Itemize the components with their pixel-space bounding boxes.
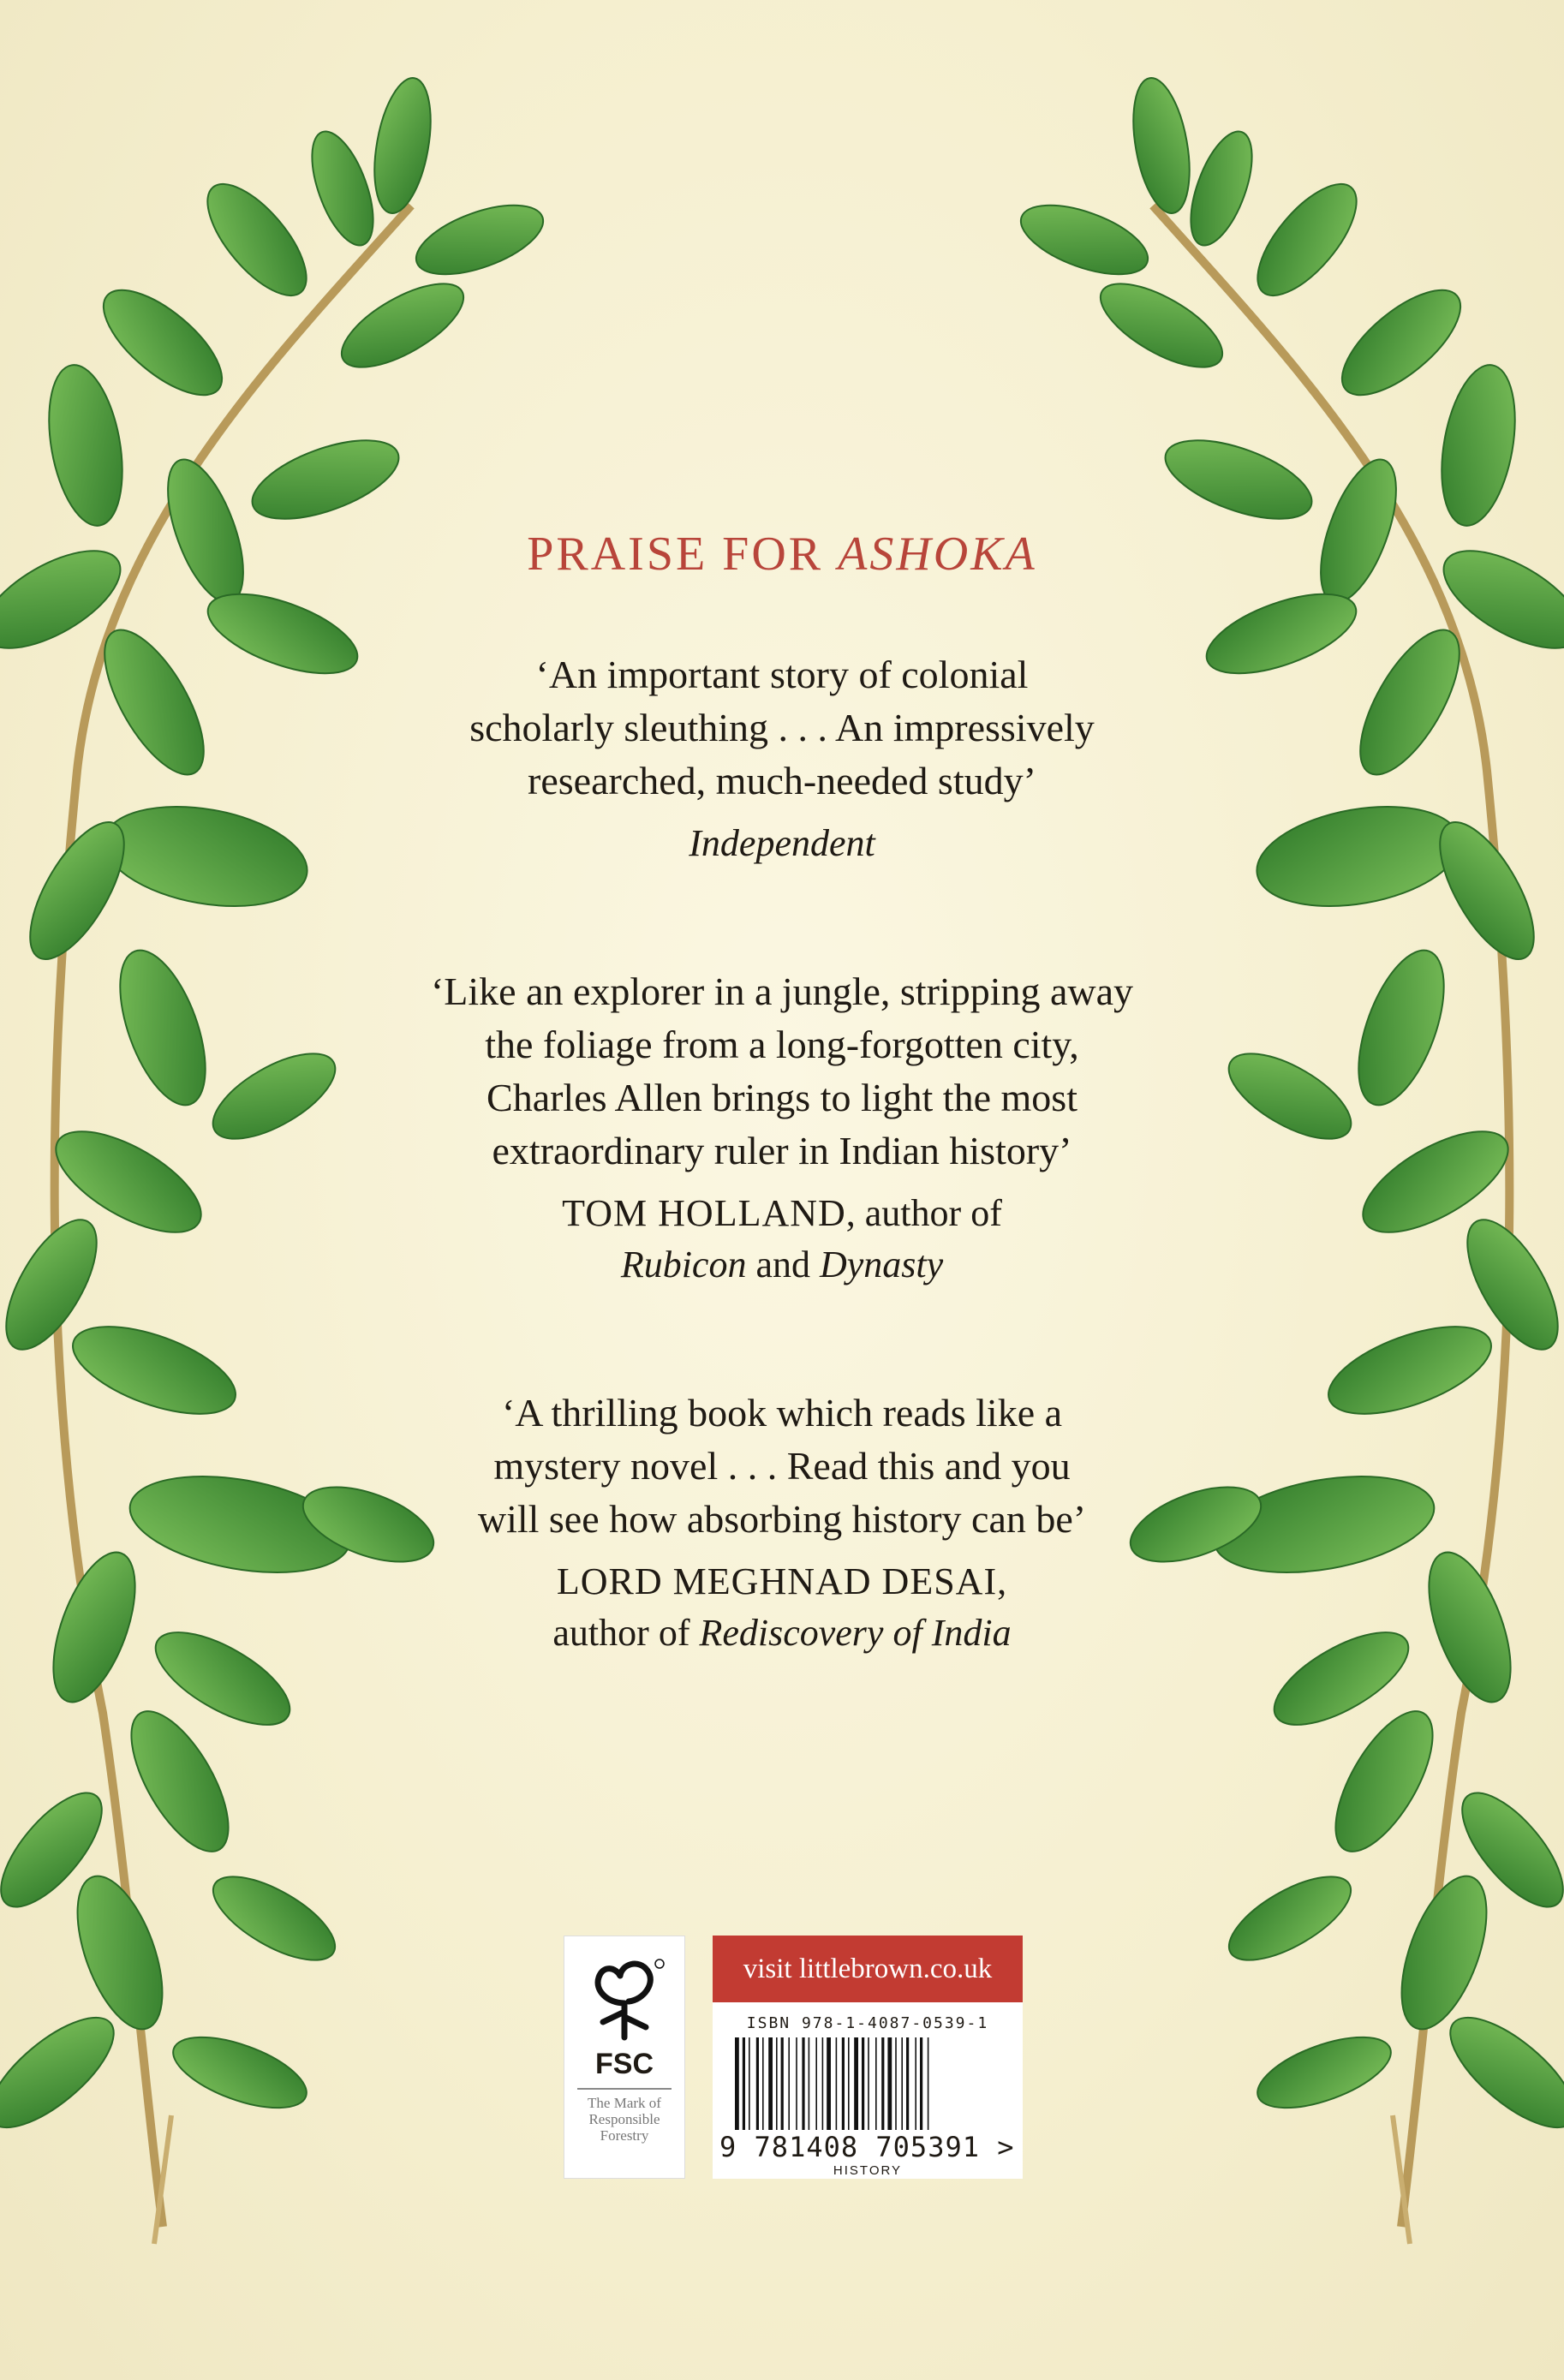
fsc-label: FSC (595, 2048, 654, 2080)
quote-text (377, 648, 1187, 808)
quote-block-3 (377, 1387, 1187, 1659)
source-work: Rediscovery of India (699, 1612, 1012, 1654)
quote-source (377, 818, 1187, 869)
source-work: Dynasty (819, 1244, 944, 1285)
quote-source (377, 1556, 1187, 1659)
praise-section (377, 527, 1187, 1755)
quote-source (377, 1188, 1187, 1291)
source-publication: Independent (689, 822, 875, 864)
quote-line: the foliage from a long-forgotten city, (485, 1023, 1079, 1066)
quote-line: ‘An important story of colonial (535, 653, 1029, 696)
fsc-tagline-line: Forestry (600, 2127, 649, 2144)
quote-text (377, 1387, 1187, 1546)
fsc-tree-icon (577, 1952, 672, 2046)
praise-heading (377, 527, 1187, 582)
source-author: LORD MEGHNAD DESAI, (556, 1560, 1008, 1602)
quote-line: mystery novel . . . Read this and you (493, 1444, 1071, 1488)
isbn-text: ISBN 978-1-4087-0539-1 (746, 2014, 989, 2032)
source-conjunction: and (746, 1244, 820, 1285)
fsc-tagline-line: Responsible (588, 2111, 660, 2127)
heading-prefix: PRAISE FOR (527, 528, 824, 581)
website-banner: visit littlebrown.co.uk (713, 1936, 1023, 2002)
quote-line: ‘Like an explorer in a jungle, stripping away (430, 969, 1134, 1013)
quote-line: scholarly sleuthing . . . An impressively (469, 706, 1095, 749)
quote-block-2 (377, 965, 1187, 1291)
barcode-panel (713, 1936, 1023, 2179)
fsc-tagline-line: The Mark of (588, 2095, 661, 2111)
source-role: author of (552, 1612, 700, 1654)
quote-line: Charles Allen brings to light the most (487, 1076, 1077, 1119)
quote-text (377, 965, 1187, 1178)
quote-line: extraordinary ruler in Indian history’ (492, 1129, 1072, 1172)
fsc-logo (564, 1936, 685, 2179)
isbn-digits: 9 781408 705391 > (719, 2131, 1015, 2163)
book-category: HISTORY (833, 2163, 903, 2178)
source-author: TOM HOLLAND (562, 1192, 846, 1234)
quote-block-1 (377, 648, 1187, 869)
source-role: , author of (845, 1192, 1002, 1234)
heading-book-title: ASHOKA (838, 528, 1037, 581)
quote-line: researched, much-needed study’ (528, 759, 1036, 802)
quote-line: ‘A thrilling book which reads like a (501, 1391, 1063, 1435)
fsc-divider (577, 2088, 672, 2090)
source-work: Rubicon (620, 1244, 747, 1285)
fsc-tagline (573, 2095, 676, 2144)
quote-line: will see how absorbing history can be’ (477, 1497, 1087, 1541)
barcode-bars (735, 2037, 1000, 2130)
